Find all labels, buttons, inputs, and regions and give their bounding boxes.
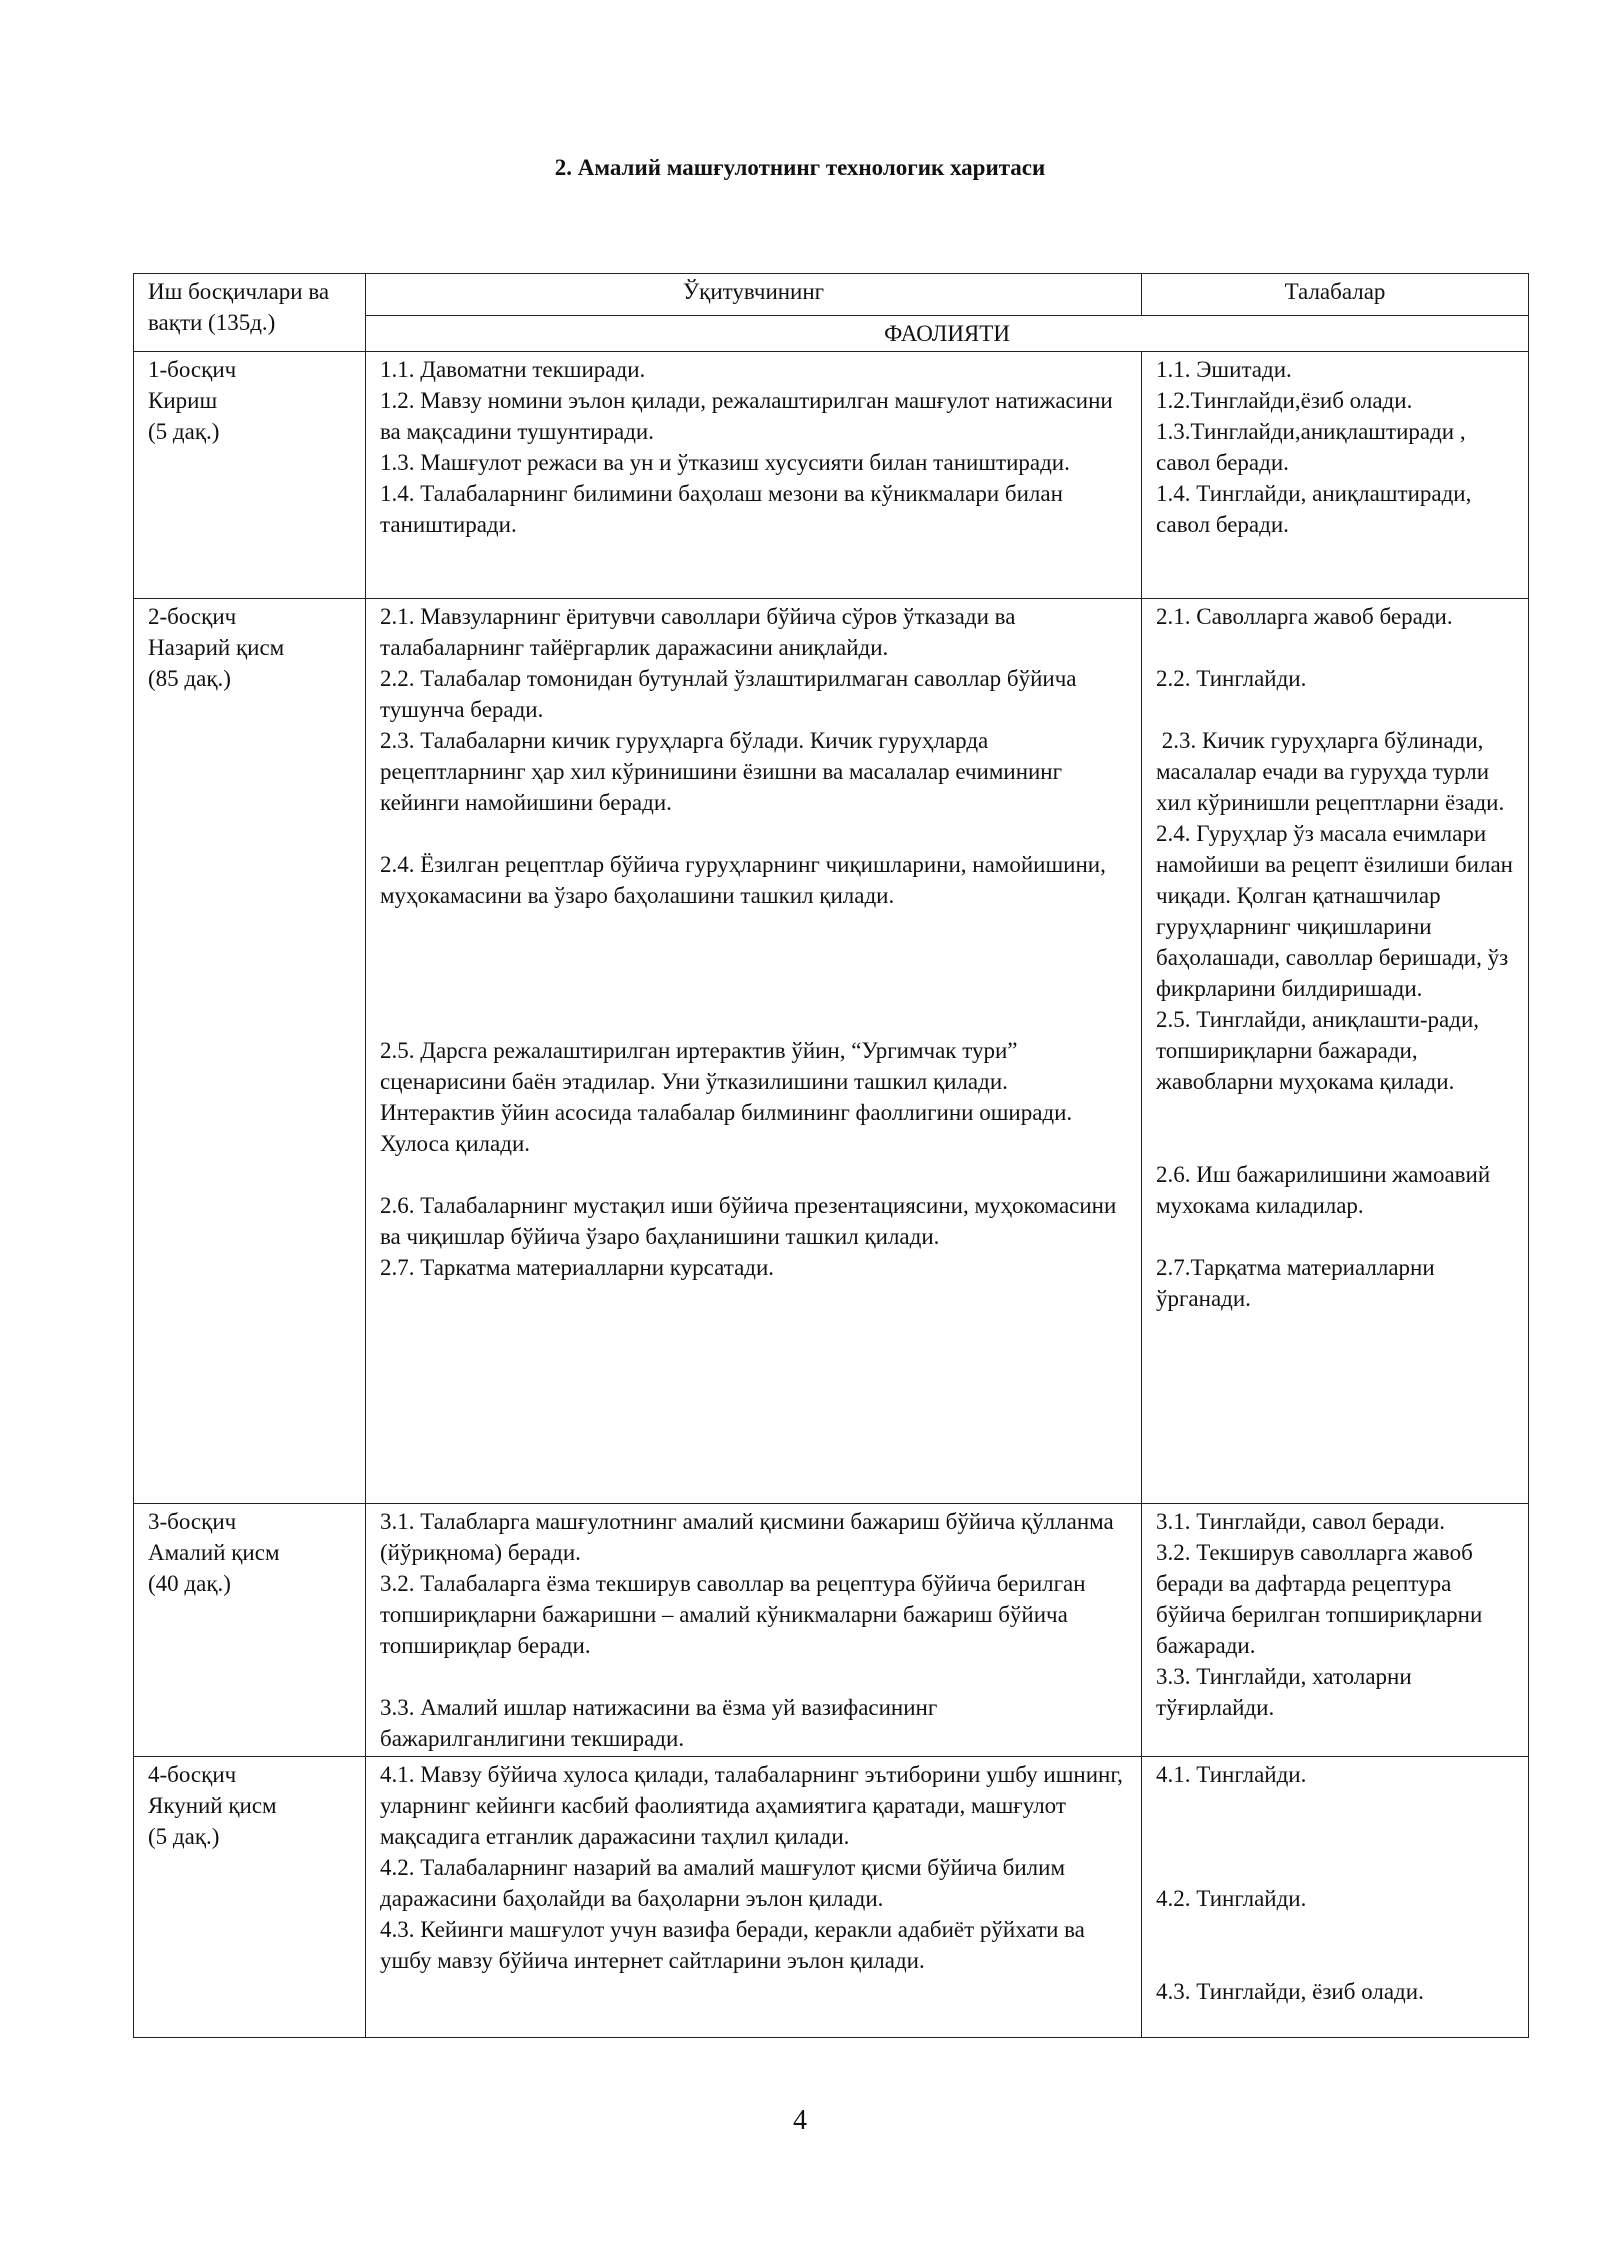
students-item: 3.2. Текширув саволларга жавоб беради ва дафтарда рецептура бўйича берилган топшириқларни бажаради. — [1156, 1540, 1483, 1658]
students-item: 1.1. Эшитади. — [1156, 357, 1292, 382]
stage-duration: (40 дақ.) — [148, 1571, 231, 1596]
teacher-activity-cell — [366, 599, 1142, 1504]
students-item: 1.4. Тинглайди, аниқлаштиради, савол беради. — [1156, 481, 1472, 537]
students-item: 4.2. Тинглайди. — [1156, 1886, 1307, 1911]
students-item: 1.2.Тинглайди,ёзиб олади. — [1156, 388, 1413, 413]
header-stage-cell — [134, 274, 366, 352]
stage-name: Якуний қисм — [148, 1793, 277, 1818]
stage-row-1 — [134, 352, 1529, 599]
activity-cell — [366, 316, 1529, 352]
students-item: 2.1. Саволларга жавоб беради. — [1156, 604, 1453, 629]
stage-cell — [134, 599, 366, 1504]
teacher-item: 2.6. Талабаларнинг мустақил иши бўйича презентациясини, муҳокомасини ва чиқишлар бўйича ўзаро баҳланишини ташкил қилади. — [380, 1193, 1117, 1249]
teacher-item: 3.1. Талабларга машғулотнинг амалий қисмини бажариш бўйича қўлланма (йўриқнома) беради. — [380, 1509, 1114, 1565]
stage-cell — [134, 1757, 366, 2038]
students-item: 2.3. Кичик гуруҳларга бўлинади, масалалар ечади ва гуруҳда турли хил кўринишли рецептларни ёзади. — [1156, 728, 1505, 815]
teacher-item: 1.1. Давоматни текширади. — [380, 357, 646, 382]
teacher-activity-cell — [366, 1504, 1142, 1757]
stage-row-4 — [134, 1757, 1529, 2038]
stage-duration: (85 дақ.) — [148, 666, 231, 691]
stage-number: 2-босқич — [148, 604, 237, 629]
header-teacher-cell — [366, 274, 1142, 316]
students-activity-cell — [1142, 599, 1529, 1504]
students-item: 2.4. Гуруҳлар ўз масала ечимлари намойиши ва рецепт ёзилиши билан чиқади. Қолган қатнашчилар гуруҳларнинг чиқишларини баҳолашади, саволлар беришади, ўз фикрларини билдиришади. — [1156, 821, 1513, 1001]
teacher-item: 3.3. Амалий ишлар натижасини ва ёзма уй вазифасининг бажарилганлигини текширади. — [380, 1695, 938, 1751]
stage-number: 1-босқич — [148, 357, 237, 382]
stage-duration: (5 дақ.) — [148, 1824, 220, 1849]
technology-map-table — [133, 273, 1529, 2038]
teacher-item: 3.2. Талабаларга ёзма текширув саволлар ва рецептура бўйича берилган топшириқларни бажаришни – амалий кўникмаларни бажариш бўйича топшириқлар беради. — [380, 1571, 1086, 1658]
stage-number: 4-босқич — [148, 1762, 237, 1787]
header-stage-label: Иш босқичлари ва вақти (135д.) — [148, 279, 330, 335]
header-students-cell — [1142, 274, 1529, 316]
teacher-item: 2.2. Талабалар томонидан бутунлай ўзлаштирилмаган саволлар бўйича тушунча беради. — [380, 666, 1077, 722]
activity-label: ФАОЛИЯТИ — [884, 321, 1010, 346]
stage-cell — [134, 1504, 366, 1757]
stage-name: Амалий қисм — [148, 1540, 280, 1565]
stage-row-3 — [134, 1504, 1529, 1757]
students-activity-cell — [1142, 1757, 1529, 2038]
stage-name: Назарий қисм — [148, 635, 285, 660]
students-item: 3.1. Тинглайди, савол беради. — [1156, 1509, 1446, 1534]
page-number: 4 — [793, 2105, 807, 2136]
students-item: 4.1. Тинглайди. — [1156, 1762, 1307, 1787]
teacher-item: 1.4. Талабаларнинг билимини баҳолаш мезони ва кўникмалари билан таништиради. — [380, 481, 1063, 537]
students-item: 2.2. Тинглайди. — [1156, 666, 1307, 691]
teacher-item: 4.3. Кейинги машғулот учун вазифа беради, керакли адабиёт рўйхати ва ушбу мавзу бўйича интернет сайтларини эълон қилади. — [380, 1917, 1085, 1973]
teacher-item: 4.1. Мавзу бўйича хулоса қилади, талабаларнинг эътиборини ушбу ишнинг, уларнинг кейинги касбий фаолиятида аҳамиятига қаратади, машғулот мақсадига етганлик даражасини таҳлил қилади. — [380, 1762, 1123, 1849]
stage-cell — [134, 352, 366, 599]
teacher-activity-cell — [366, 352, 1142, 599]
stage-name: Кириш — [148, 388, 218, 413]
teacher-item: 1.2. Мавзу номини эълон қилади, режалаштирилган машғулот натижасини ва мақсадини тушунтиради. — [380, 388, 1113, 444]
header-students-label: Талабалар — [1284, 279, 1386, 304]
teacher-item: 2.3. Талабаларни кичик гуруҳларга бўлади. Кичик гуруҳларда рецептларнинг ҳар хил кўринишини ёзишни ва масалалар ечимининг кейинги намойишини беради. — [380, 728, 1063, 815]
students-item: 3.3. Тинглайди, хатоларни тўғирлайди. — [1156, 1664, 1412, 1720]
teacher-activity-cell — [366, 1757, 1142, 2038]
students-item: 1.3.Тинглайди,аниқлаштиради , савол беради. — [1156, 419, 1466, 475]
teacher-item: 2.5. Дарсга режалаштирилган иртерактив ўйин, “Ургимчак тури” сценарисини баён этадилар. Уни ўтказилишини ташкил қилади. Интерактив ўйин асосида талабалар билмининг фаоллигини оширади. Хулоса қилади. — [380, 1038, 1073, 1156]
header-teacher-label: Ўқитувчининг — [682, 279, 825, 304]
teacher-item: 4.2. Талабаларнинг назарий ва амалий машғулот қисми бўйича билим даражасини баҳолайди ва баҳоларни эълон қилади. — [380, 1855, 1066, 1911]
teacher-item: 2.4. Ёзилган рецептлар бўйича гуруҳларнинг чиқишларини, намойишини, муҳокамасини ва ўзаро баҳолашини ташкил қилади. — [380, 852, 1106, 908]
page-title: 2. Амалий машғулотнинг технологик харитаси — [554, 155, 1046, 180]
stage-duration: (5 дақ.) — [148, 419, 220, 444]
stage-row-2 — [134, 599, 1529, 1504]
students-activity-cell — [1142, 352, 1529, 599]
students-item: 2.6. Иш бажарилишини жамоавий мухокама киладилар. — [1156, 1162, 1491, 1218]
teacher-item: 1.3. Машғулот режаси ва ун и ўтказиш хусусияти билан таништиради. — [380, 450, 1070, 475]
students-item: 4.3. Тинглайди, ёзиб олади. — [1156, 1979, 1424, 2004]
students-item: 2.7.Тарқатма материалларни ўрганади. — [1156, 1255, 1435, 1311]
teacher-item: 2.7. Таркатма материалларни курсатади. — [380, 1255, 775, 1280]
students-item: 2.5. Тинглайди, аниқлашти-ради, топшириқларни бажаради, жавобларни муҳокама қилади. — [1156, 1007, 1479, 1094]
stage-number: 3-босқич — [148, 1509, 237, 1534]
header-row — [134, 274, 1529, 316]
teacher-item: 2.1. Мавзуларнинг ёритувчи саволлари бўйича сўров ўтказади ва талабаларнинг тайёргарлик даражасини аниқлайди. — [380, 604, 1016, 660]
students-activity-cell — [1142, 1504, 1529, 1757]
